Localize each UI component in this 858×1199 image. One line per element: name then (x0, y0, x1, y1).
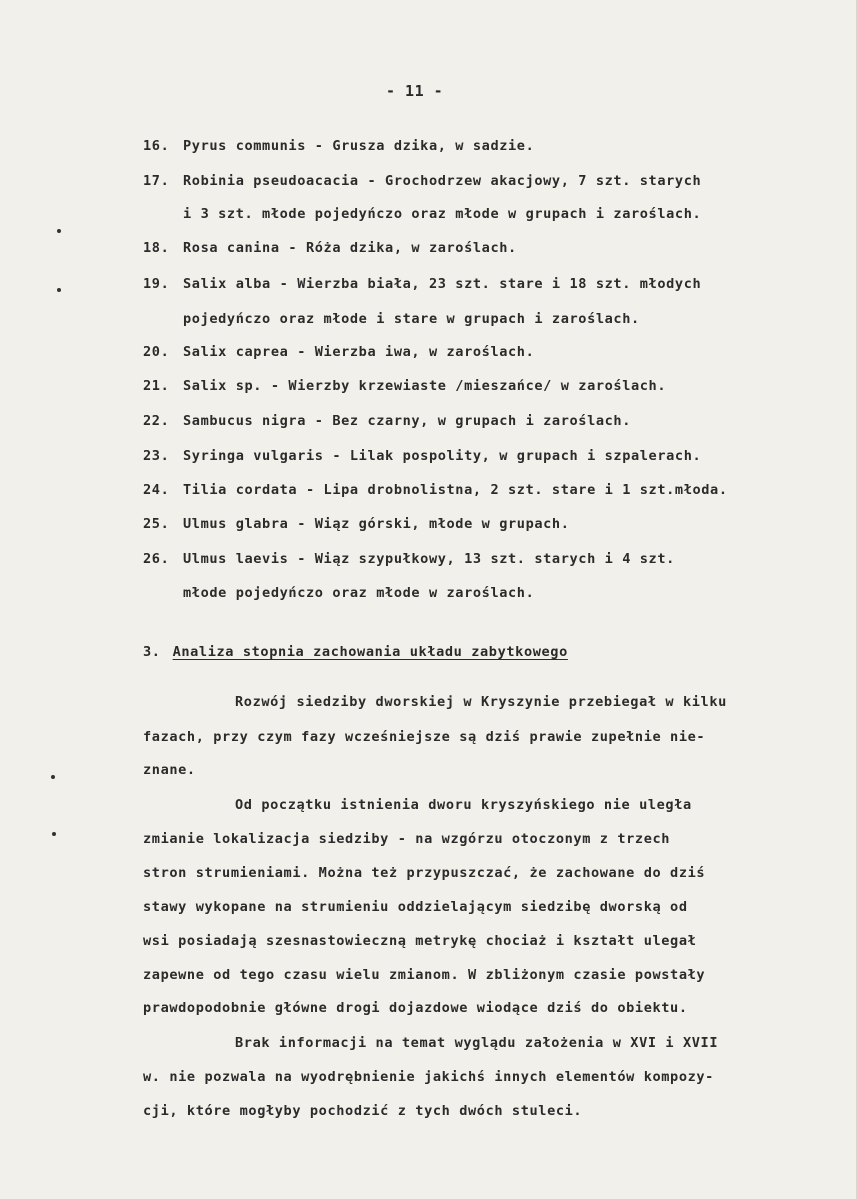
paragraph-line: zapewne od tego czasu wielu zmianom. W zbliżonym czasie powstały (143, 967, 706, 983)
list-item (143, 378, 666, 394)
list-item-text: Salix sp. - Wierzby krzewiaste /mieszańce/ w zaroślach. (183, 378, 667, 394)
paragraph-line: w. nie pozwala na wyodrębnienie jakichś innych elementów kompozy- (143, 1069, 714, 1085)
margin-dot-mark (52, 832, 56, 836)
section-heading (143, 644, 568, 660)
list-item-text: Ulmus glabra - Wiąz górski, młode w grupach. (183, 516, 570, 532)
list-item-number: 20. (143, 344, 170, 360)
paragraph-line: wsi posiadają szesnastowieczną metrykę chociaż i kształt ulegał (143, 933, 697, 949)
page-number: - 11 - (386, 82, 444, 100)
paragraph-line: znane. (143, 762, 196, 778)
margin-dot-mark (57, 288, 61, 292)
paragraph-line: Brak informacji na temat wyglądu założenia w XVI i XVII (235, 1035, 719, 1051)
paragraph-line: zmianie lokalizacja siedziby - na wzgórzu otoczonym z trzech (143, 831, 671, 847)
list-item-continuation: pojedyńczo oraz młode i stare w grupach i zaroślach. (183, 311, 640, 327)
list-item (143, 551, 675, 567)
paragraph-line: Rozwój siedziby dworskiej w Kryszynie przebiegał w kilku (235, 694, 727, 710)
list-item (143, 138, 534, 154)
paragraph-line: stron strumieniami. Można też przypuszczać, że zachowane do dziś (143, 865, 706, 881)
section-title: Analiza stopnia zachowania układu zabytkowego (172, 644, 568, 660)
paragraph-line: cji, które mogłyby pochodzić z tych dwóch stuleci. (143, 1103, 583, 1119)
list-item-text: Sambucus nigra - Bez czarny, w grupach i zaroślach. (183, 413, 631, 429)
paragraph-line: fazach, przy czym fazy wcześniejsze są dziś prawie zupełnie nie- (143, 729, 706, 745)
list-item (143, 173, 701, 189)
list-item (143, 276, 701, 292)
list-item-number: 26. (143, 551, 170, 567)
list-item-text: Pyrus communis - Grusza dzika, w sadzie. (183, 138, 535, 154)
list-item-continuation: i 3 szt. młode pojedyńczo oraz młode w grupach i zaroślach. (183, 206, 702, 222)
list-item-text: Rosa canina - Róża dzika, w zaroślach. (183, 240, 517, 256)
list-item-text: Ulmus laevis - Wiąz szypułkowy, 13 szt. starych i 4 szt. (183, 551, 675, 567)
list-item-number: 25. (143, 516, 170, 532)
list-item-number: 21. (143, 378, 170, 394)
list-item-number: 24. (143, 482, 170, 498)
list-item-continuation: młode pojedyńczo oraz młode w zaroślach. (183, 585, 535, 601)
list-item (143, 344, 534, 360)
list-item (143, 240, 517, 256)
list-item (143, 516, 570, 532)
list-item-number: 16. (143, 138, 170, 154)
list-item (143, 482, 728, 498)
list-item-text: Salix caprea - Wierzba iwa, w zaroślach. (183, 344, 535, 360)
margin-dot-mark (51, 775, 55, 779)
list-item-number: 23. (143, 448, 170, 464)
list-item-number: 19. (143, 276, 170, 292)
margin-dot-mark (57, 229, 61, 233)
paragraph-line: stawy wykopane na strumieniu oddzielającym siedzibę dworską od (143, 899, 688, 915)
paragraph-line: prawdopodobnie główne drogi dojazdowe wiodące dziś do obiektu. (143, 1000, 688, 1016)
list-item-number: 22. (143, 413, 170, 429)
list-item-number: 18. (143, 240, 170, 256)
list-item-text: Robinia pseudoacacia - Grochodrzew akacjowy, 7 szt. starych (183, 173, 702, 189)
paragraph-line: Od początku istnienia dworu kryszyńskiego nie uległa (235, 797, 692, 813)
list-item (143, 413, 631, 429)
section-number: 3. (143, 644, 161, 660)
list-item-text: Syringa vulgaris - Lilak pospolity, w grupach i szpalerach. (183, 448, 702, 464)
list-item (143, 448, 701, 464)
list-item-number: 17. (143, 173, 170, 189)
list-item-text: Tilia cordata - Lipa drobnolistna, 2 szt. stare i 1 szt.młoda. (183, 482, 728, 498)
list-item-text: Salix alba - Wierzba biała, 23 szt. stare i 18 szt. młodych (183, 276, 702, 292)
